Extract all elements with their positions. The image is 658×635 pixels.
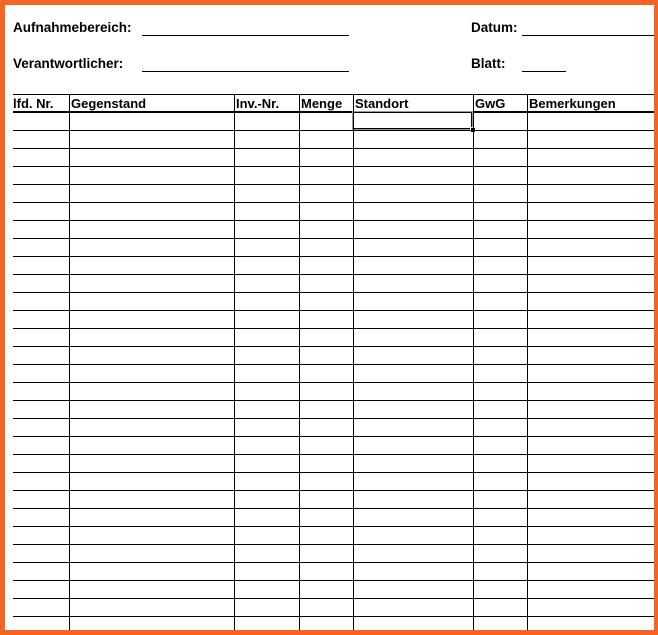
column-header-menge: Menge [301,96,343,111]
column-header-bemerkungen: Bemerkungen [529,96,616,111]
row-divider [13,490,657,491]
row-divider [13,184,657,185]
blatt-label: Blatt: [471,56,506,71]
column-header-inv-nr: Inv.-Nr. [236,96,280,111]
row-divider [13,508,657,509]
datum-field[interactable] [522,35,657,36]
row-divider [13,454,657,455]
datum-label: Datum: [471,20,518,35]
verantwortlicher-field[interactable] [142,71,349,72]
row-divider [13,238,657,239]
row-divider [13,364,657,365]
column-header-lfd-nr: lfd. Nr. [13,96,54,111]
row-divider [13,400,657,401]
row-divider [13,166,657,167]
aufnahmebereich-label: Aufnahmebereich: [13,20,132,35]
row-divider [13,598,657,599]
row-divider [13,274,657,275]
row-divider [13,130,657,131]
row-divider [13,418,657,419]
row-divider [13,220,657,221]
row-divider [13,328,657,329]
column-header-gwg: GwG [475,96,506,111]
row-divider [13,382,657,383]
row-divider [13,148,657,149]
inventory-table [13,94,657,634]
row-divider [13,346,657,347]
row-divider [13,526,657,527]
table-header [13,94,657,113]
row-divider [13,562,657,563]
column-header-gegenstand: Gegenstand [71,96,147,111]
row-divider [13,544,657,545]
blatt-field[interactable] [522,71,566,72]
row-divider [13,472,657,473]
row-divider [13,436,657,437]
selected-cell[interactable] [353,112,472,129]
row-divider [13,256,657,257]
row-divider [13,310,657,311]
row-divider [13,292,657,293]
column-header-standort: Standort [355,96,409,111]
verantwortlicher-label: Verantwortlicher: [13,56,124,71]
row-divider [13,616,657,617]
row-divider [13,202,657,203]
aufnahmebereich-field[interactable] [142,35,349,36]
row-divider [13,580,657,581]
